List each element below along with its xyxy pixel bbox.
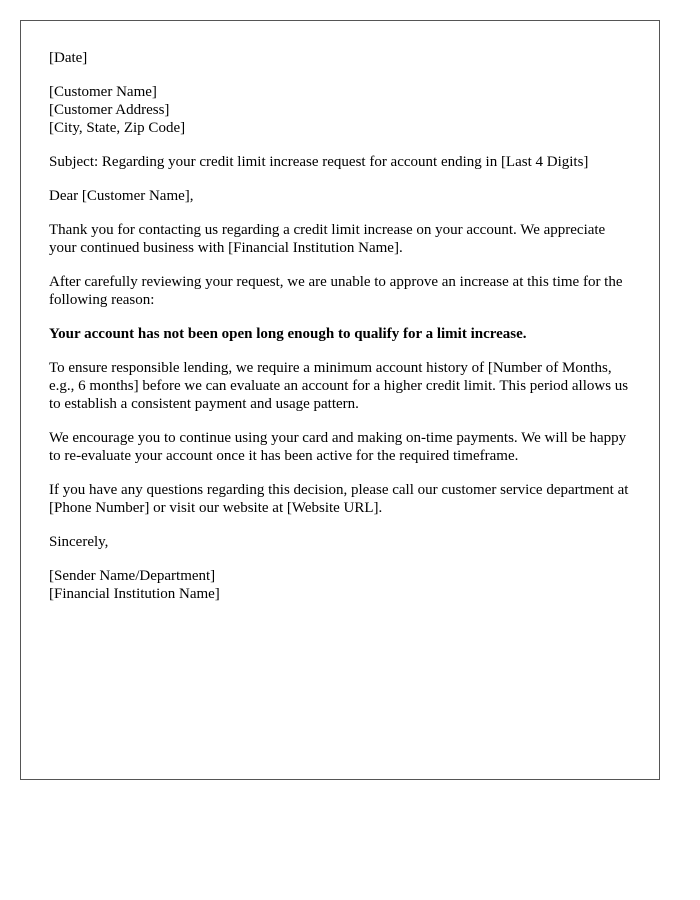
subject-line: Subject: Regarding your credit limit increase request for account ending in [Last 4 Digits] bbox=[49, 154, 589, 170]
letter-page bbox=[20, 20, 660, 780]
paragraph-text: To ensure responsible lending, we require a minimum account history of [Number of Months, e.g., 6 months] before we can evaluate an account for a higher credit limit. This period allows us to establish a consistent payment and usage pattern. bbox=[49, 360, 629, 412]
paragraph-text: After carefully reviewing your request, we are unable to approve an increase at this time for the following reason: bbox=[49, 274, 623, 308]
closing-block bbox=[49, 533, 631, 551]
signature-block bbox=[49, 567, 631, 603]
recipient-name: [Customer Name] bbox=[49, 84, 157, 100]
paragraph-review bbox=[49, 273, 631, 309]
paragraph-questions bbox=[49, 481, 631, 517]
closing: Sincerely, bbox=[49, 534, 109, 550]
salutation: Dear [Customer Name], bbox=[49, 188, 194, 204]
letter-date: [Date] bbox=[49, 50, 88, 66]
sender-institution: [Financial Institution Name] bbox=[49, 586, 220, 602]
paragraph-thanks bbox=[49, 221, 631, 257]
paragraph-text: Thank you for contacting us regarding a credit limit increase on your account. We appreciate your continued business with [Financial Institution Name]. bbox=[49, 222, 606, 256]
sender-name-department: [Sender Name/Department] bbox=[49, 568, 216, 584]
paragraph-policy bbox=[49, 359, 631, 413]
paragraph-encourage bbox=[49, 429, 631, 465]
denial-reason: Your account has not been open long enough to qualify for a limit increase. bbox=[49, 326, 527, 342]
paragraph-reason bbox=[49, 325, 631, 343]
recipient-city-state-zip: [City, State, Zip Code] bbox=[49, 120, 186, 136]
salutation-block bbox=[49, 187, 631, 205]
recipient-address: [Customer Address] bbox=[49, 102, 170, 118]
subject-block bbox=[49, 153, 631, 171]
date-block bbox=[49, 49, 631, 67]
recipient-address-block bbox=[49, 83, 631, 137]
paragraph-text: We encourage you to continue using your card and making on-time payments. We will be happy to re-evaluate your account once it has been active for the required timeframe. bbox=[49, 430, 627, 464]
paragraph-text: If you have any questions regarding this decision, please call our customer service department at [Phone Number] or visit our website at [Website URL]. bbox=[49, 482, 629, 516]
